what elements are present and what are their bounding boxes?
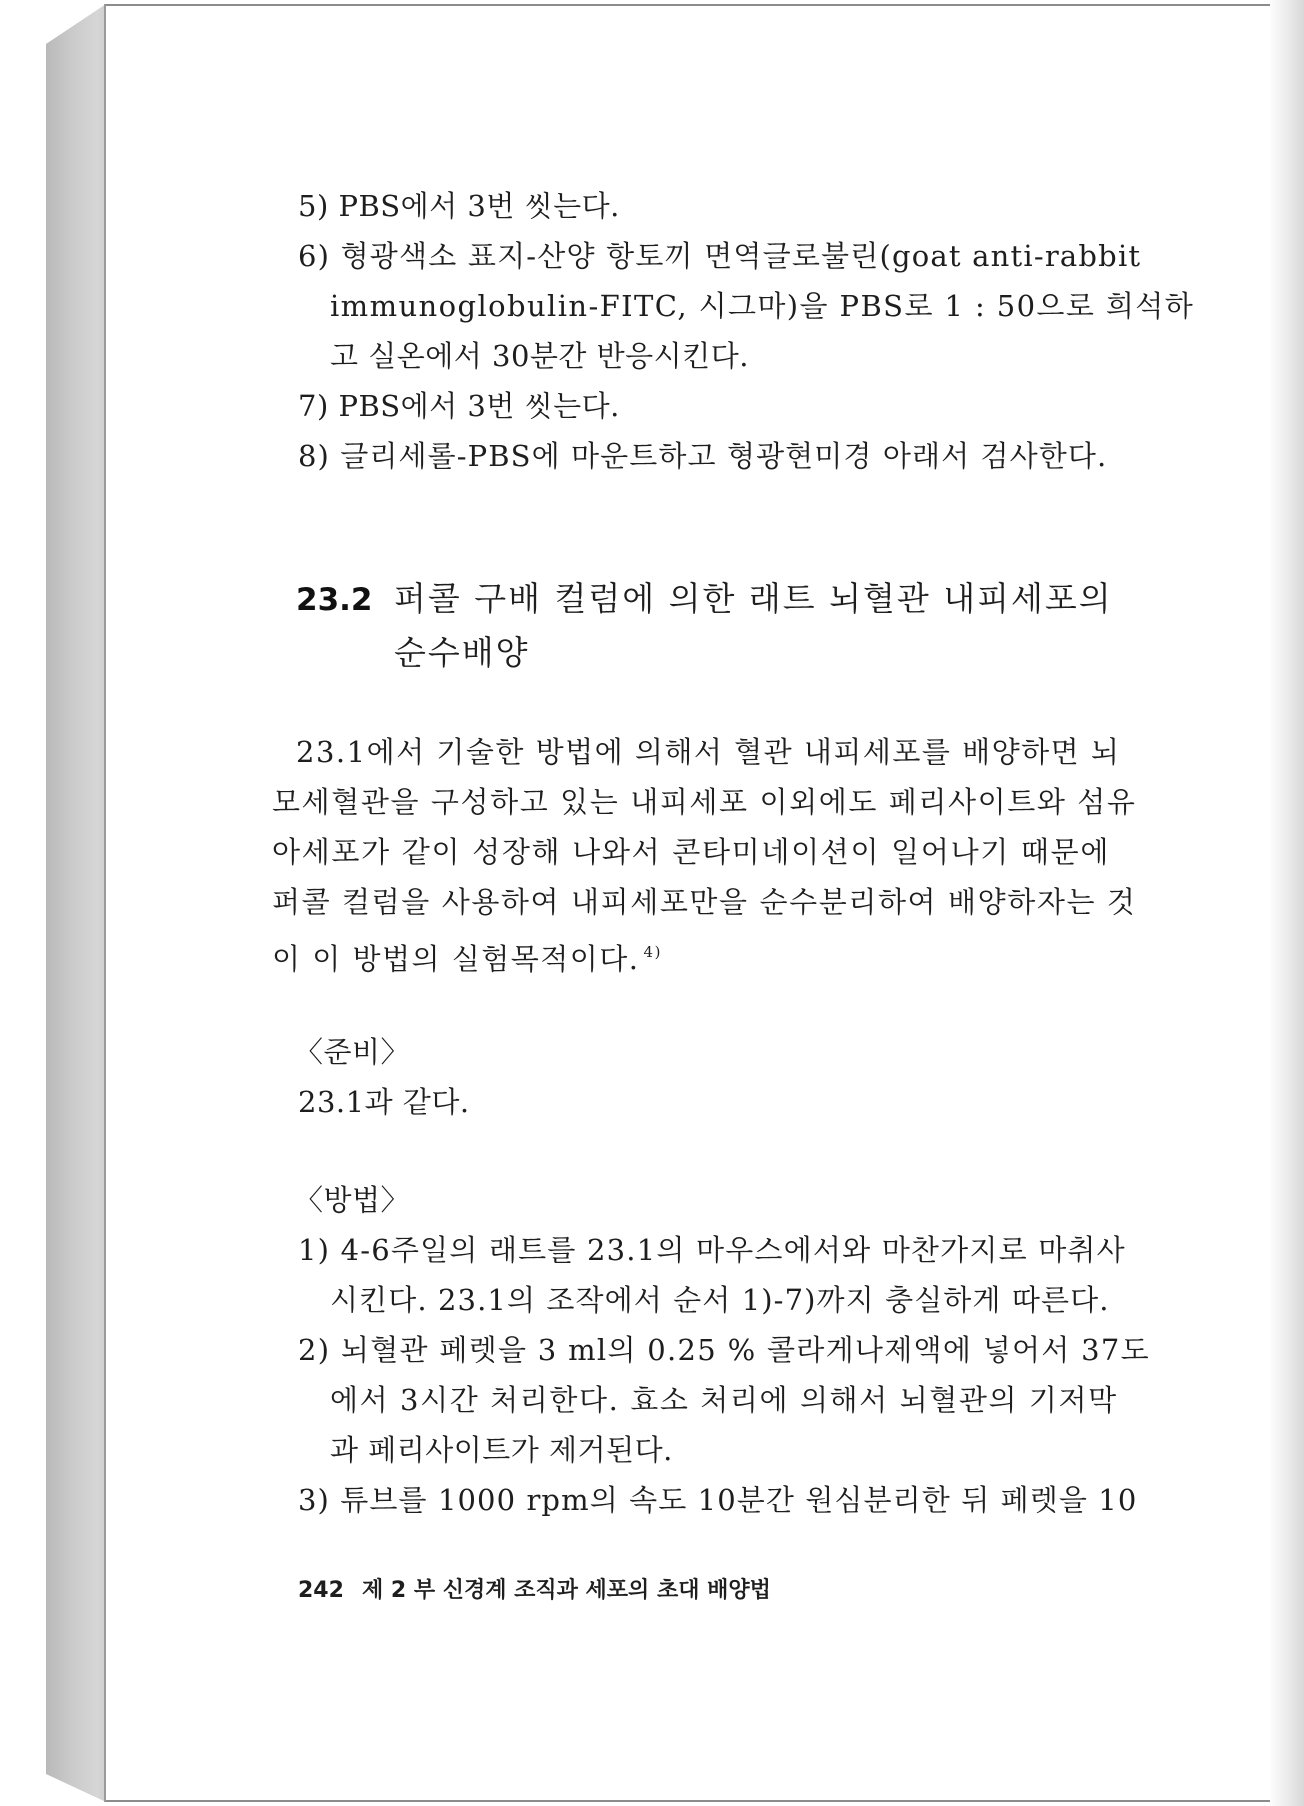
- method-heading: 〈방법〉: [294, 1183, 411, 1217]
- list-item: 1) 4-6주일의 래트를 23.1의 마우스에서와 마찬가지로 마취사: [298, 1233, 1126, 1267]
- list-item-continuation: 에서 3시간 처리한다. 효소 처리에 의해서 뇌혈관의 기저막: [330, 1383, 1118, 1417]
- page-number: 242: [298, 1578, 344, 1603]
- paragraph-line: 아세포가 같이 성장해 나와서 콘타미네이션이 일어나기 때문에: [272, 835, 1111, 869]
- paragraph-line: 23.1에서 기술한 방법에 의해서 혈관 내피세포를 배양하면 뇌: [296, 735, 1121, 769]
- list-item: 7) PBS에서 3번 씻는다.: [298, 389, 620, 423]
- paragraph-line: 모세혈관을 구성하고 있는 내피세포 이외에도 페리사이트와 섬유: [272, 785, 1137, 819]
- list-item-continuation: 시킨다. 23.1의 조작에서 순서 1)-7)까지 충실하게 따른다.: [330, 1283, 1110, 1317]
- paragraph-line-text: 이 이 방법의 실험목적이다.: [272, 942, 640, 976]
- section-title-line1: 퍼콜 구배 컬럼에 의한 래트 뇌혈관 내피세포의: [394, 579, 1113, 618]
- list-item: 2) 뇌혈관 페렛을 3 ml의 0.25 % 콜라게나제액에 넣어서 37도: [298, 1333, 1150, 1367]
- page-footer: [298, 1576, 771, 1606]
- section-number: 23.2: [296, 582, 373, 618]
- book-edge: [46, 4, 106, 1802]
- page-shadow: [1268, 0, 1304, 1806]
- paragraph-line: 퍼콜 컬럼을 사용하여 내피세포만을 순수분리하여 배양하자는 것: [272, 885, 1137, 919]
- list-item: 3) 튜브를 1000 rpm의 속도 10분간 원심분리한 뒤 페렛을 10: [298, 1483, 1138, 1517]
- book-page: [106, 4, 1270, 1802]
- reference-marker: 4): [643, 943, 662, 961]
- list-item: 6) 형광색소 표지-산양 항토끼 면역글로불린(goat anti-rabbit: [298, 239, 1142, 273]
- prep-text: 23.1과 같다.: [298, 1085, 470, 1119]
- section-title-line2: 순수배양: [394, 633, 530, 672]
- list-item: 8) 글리세롤-PBS에 마운트하고 형광현미경 아래서 검사한다.: [298, 439, 1108, 473]
- list-item: 5) PBS에서 3번 씻는다.: [298, 189, 620, 223]
- running-title: 제 2 부 신경계 조직과 세포의 초대 배양법: [361, 1578, 771, 1603]
- paragraph-line: [272, 934, 662, 977]
- list-item-continuation: 과 페리사이트가 제거된다.: [330, 1433, 673, 1467]
- list-item-continuation: 고 실온에서 30분간 반응시킨다.: [330, 339, 749, 373]
- prep-heading: 〈준비〉: [294, 1035, 411, 1069]
- list-item-continuation: immunoglobulin-FITC, 시그마)을 PBS로 1 : 50으로 희석하: [330, 289, 1195, 323]
